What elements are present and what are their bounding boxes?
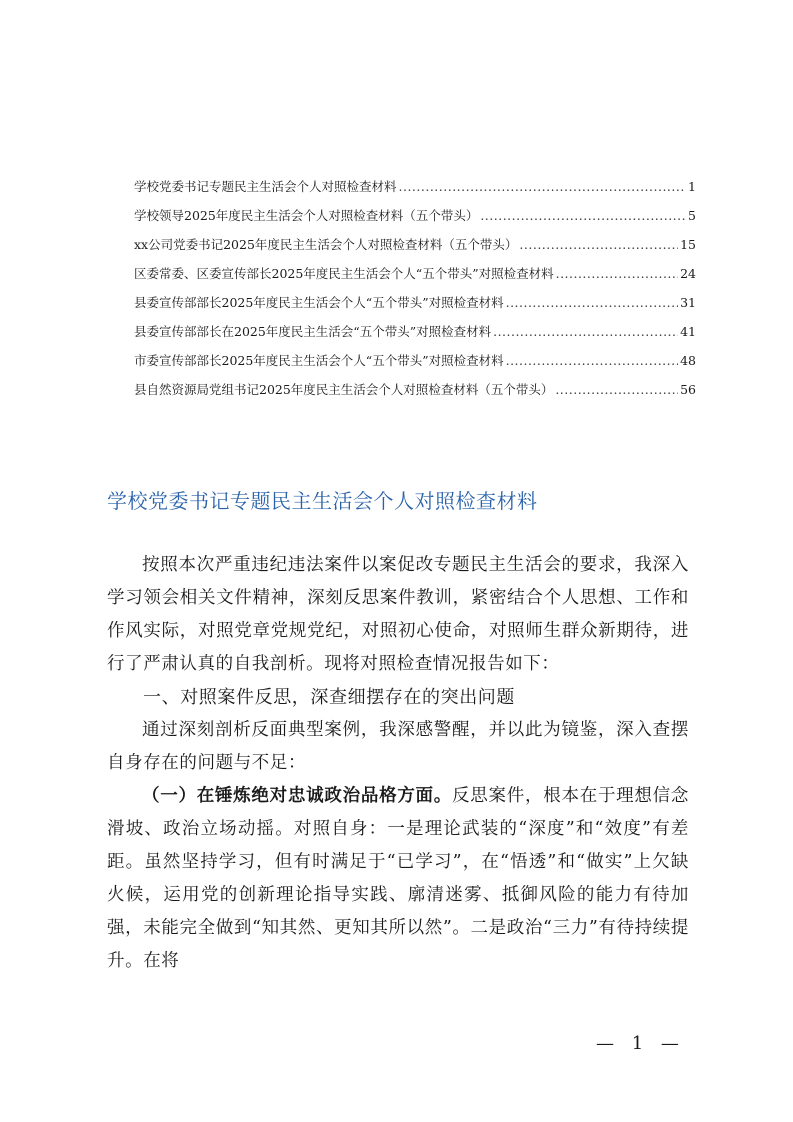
toc-entry-page: 56 [680, 382, 696, 397]
toc-leader-dots [519, 230, 678, 259]
toc-entry-page: 1 [688, 179, 696, 194]
toc-entry[interactable] [134, 346, 696, 375]
toc-entry[interactable] [134, 259, 696, 288]
toc-entry-title: 区委常委、区委宣传部长2025年度民主生活会个人“五个带头”对照检查材料 [134, 266, 554, 281]
subsection-text: 反思案件，根本在于理想信念滑坡、政治立场动摇。对照自身：一是理论武装的“深度”和“效度”有差距。虽然坚持学习，但有时满足于“已学习”，在“悟透”和“做实”上欠缺火候，运用党的创新理论指导实践、廓清迷雾、抵御风险的能力有待加强，未能完全做到“知其然、更知其所以然”。二是政治“三力”有待持续提升。在将 [107, 786, 689, 971]
toc-entry-title: 学校党委书记专题民主生活会个人对照检查材料 [134, 179, 397, 194]
subsection-paragraph [107, 780, 689, 978]
toc-entry-title: 学校领导2025年度民主生活会个人对照检查材料（五个带头） [134, 208, 479, 223]
toc-leader-dots [506, 346, 679, 375]
section-intro-paragraph: 通过深刻剖析反面典型案例，我深感警醒，并以此为镜鉴，深入查摆自身存在的问题与不足： [107, 720, 689, 773]
toc-entry-page: 5 [688, 208, 696, 223]
toc-entry-page: 15 [680, 237, 696, 252]
table-of-contents [134, 172, 696, 404]
toc-entry[interactable] [134, 288, 696, 317]
toc-entry[interactable] [134, 230, 696, 259]
toc-entry[interactable] [134, 172, 696, 201]
intro-paragraph: 按照本次严重违纪违法案件以案促改专题民主生活会的要求，我深入学习领会相关文件精神，深刻反思案件教训，紧密结合个人思想、工作和作风实际，对照党章党规党纪，对照初心使命，对照师生群众新期待，进行了严肃认真的自我剖析。现将对照检查情况报告如下： [107, 555, 689, 674]
toc-entry-page: 41 [680, 324, 696, 339]
toc-entry[interactable] [134, 201, 696, 230]
toc-leader-dots [493, 317, 678, 346]
toc-leader-dots [555, 375, 678, 404]
toc-leader-dots [506, 288, 679, 317]
toc-entry-title: 县自然资源局党组书记2025年度民主生活会个人对照检查材料（五个带头） [134, 382, 554, 397]
toc-entry-title: 县委宣传部部长在2025年度民主生活会“五个带头”对照检查材料 [134, 324, 492, 339]
toc-entry-title: 市委宣传部部长2025年度民主生活会个人“五个带头”对照检查材料 [134, 353, 504, 368]
toc-leader-dots [556, 259, 679, 288]
toc-entry-page: 48 [680, 353, 696, 368]
toc-leader-dots [480, 201, 686, 230]
toc-entry-page: 24 [680, 266, 696, 281]
toc-entry-page: 31 [680, 295, 696, 310]
document-body [107, 549, 689, 978]
section-heading: 一、对照案件反思，深查细摆存在的突出问题 [143, 687, 515, 708]
toc-entry[interactable] [134, 375, 696, 404]
toc-entry-title: 县委宣传部部长2025年度民主生活会个人“五个带头”对照检查材料 [134, 295, 504, 310]
toc-leader-dots [399, 172, 686, 201]
toc-entry-title: xx公司党委书记2025年度民主生活会个人对照检查材料（五个带头） [134, 237, 518, 252]
page-number: — 1 — [596, 1033, 685, 1054]
toc-entry[interactable] [134, 317, 696, 346]
document-title: 学校党委书记专题民主生活会个人对照检查材料 [107, 489, 538, 514]
subsection-heading: （一）在锤炼绝对忠诚政治品格方面。 [142, 786, 453, 806]
